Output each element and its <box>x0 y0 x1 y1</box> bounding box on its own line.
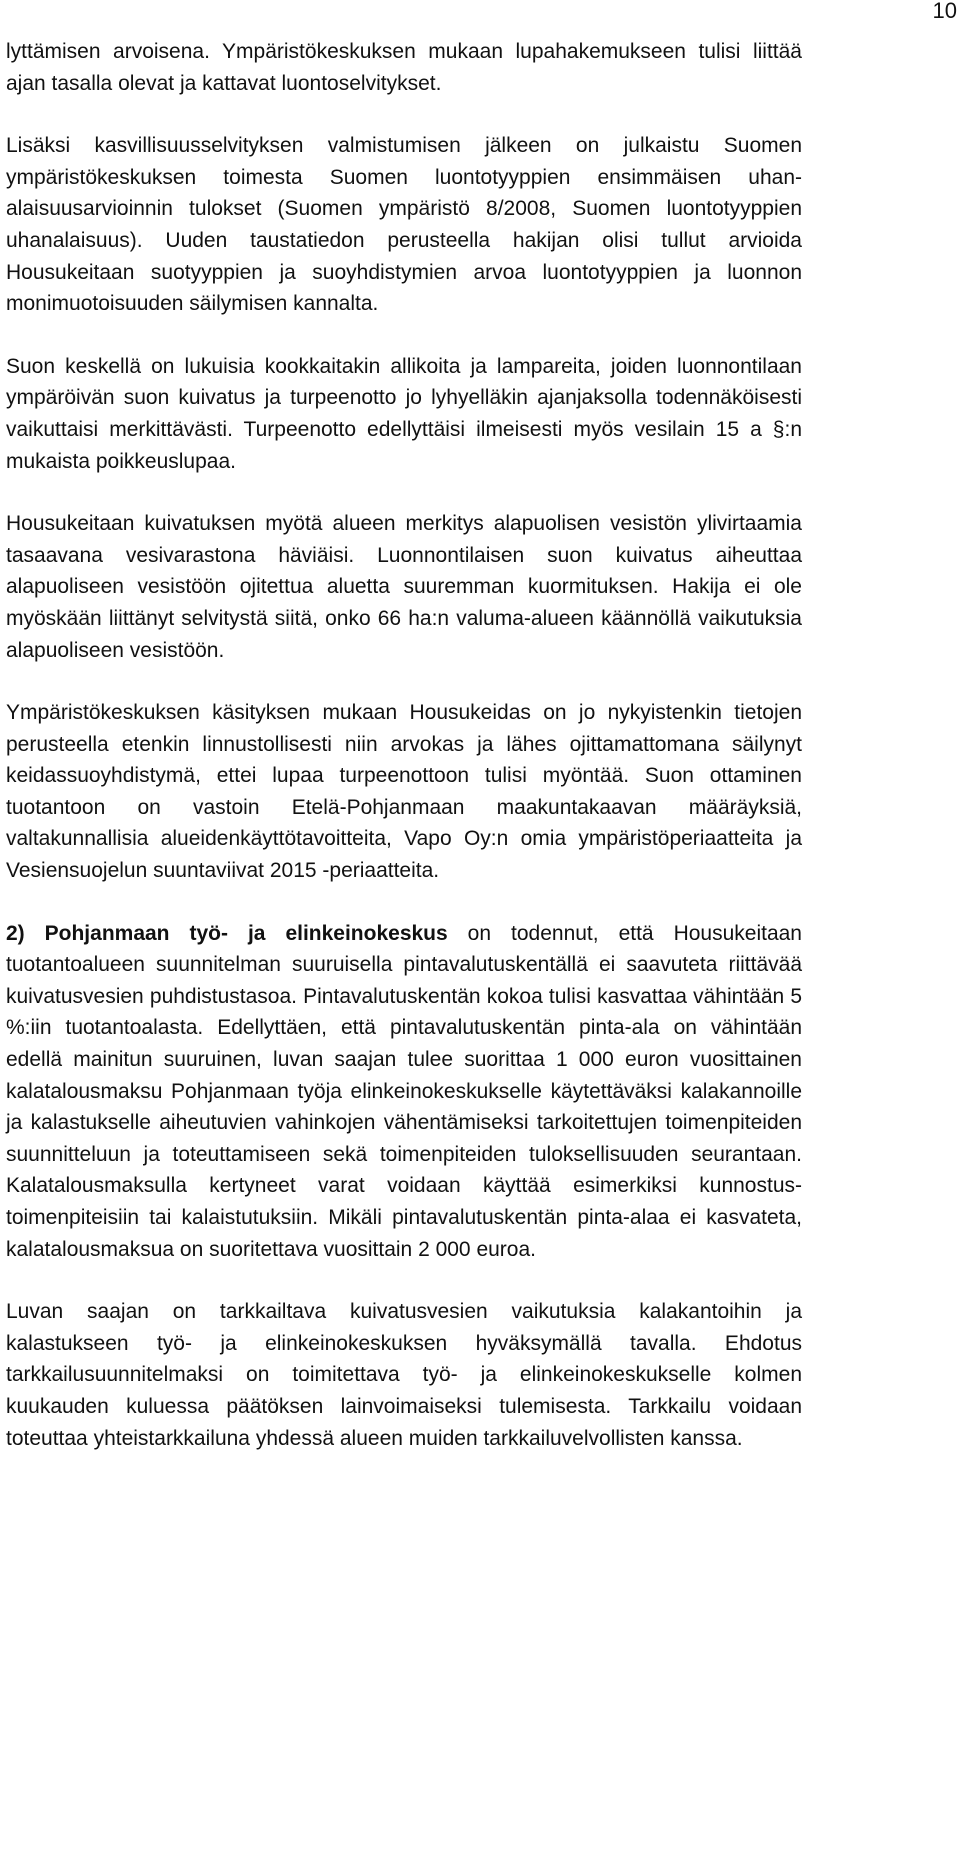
section-heading-bold: 2) Pohjanmaan työ- ja elinkeinokeskus <box>6 921 448 945</box>
paragraph-4: Housukeitaan kuivatuksen myötä alueen merkitys alapuolisen vesistön ylivirtaamia tasaavana vesivarastona häviäisi. Luonnontilaisen suon kuivatus aiheuttaa alapuoliseen vesistöön ojitettua aluetta suuremman kuormituksen. Hakija ei ole myöskään liittänyt selvitystä siitä, onko 66 ha:n valuma-alueen käännöllä vaikutuksia alapuoliseen vesistöön. <box>6 512 802 662</box>
paragraph-6 <box>6 918 802 1266</box>
paragraph-3: Suon keskellä on lukuisia kookkaitakin allikoita ja lampareita, joiden luonnontilaan ympäröivän suon kuivatus ja turpeenotto jo lyhyelläkin ajanjaksolla todennäköisesti vaikuttaisi merkittävästi. Turpeenotto edellyttäisi ilmeisesti myös vesilain 15 a §:n mukaista poikkeuslupaa. <box>6 354 802 473</box>
paragraph-1: lyttämisen arvoisena. Ympäristökeskuksen mukaan lupahakemukseen tulisi liittää ajan tasalla olevat ja kattavat luontoselvitykset. <box>6 40 802 95</box>
paragraph-2: Lisäksi kasvillisuusselvityksen valmistumisen jälkeen on julkaistu Suomen ympäristökeskuksen toimesta Suomen luontotyyppien ensimmäisen uhanalaisuusarvioinnin tulokset (Suomen ympäristö 8/2008, Suomen luontotyyppien uhanalaisuus). Uuden taustatiedon perusteella hakijan olisi tullut arvioida Housukeitaan suotyyppien ja suoyhdistymien arvoa luontotyyppien ja luonnon monimuotoisuuden säilymisen kannalta. <box>6 134 802 316</box>
paragraph-6-text: on todennut, että Housukeitaan tuotantoalueen suunnitelman suuruisella pintavalutuskentällä ei saavuteta riittävää kuivatusvesien puhdistustasoa. Pintavalutuskentän kokoa tulisi kasvattaa vähintään 5 %:iin tuotantoalasta. Edellyttäen, että pintavalutuskentän pinta-ala on vähintään edellä mainitun suuruinen, luvan saajan tulee suorittaa 1 000 euron vuosittainen kalatalousmaksu Pohjanmaan työja elinkeinokeskukselle käytettäväksi kalakannoille ja kalastukselle aiheutuvien vahinkojen vähentämiseksi tarkoitettujen toimenpiteiden suunnitteluun ja toteuttamiseen sekä toimenpiteiden tuloksellisuuden seurantaan. Kalatalousmaksulla kertyneet varat voidaan käyttää esimerkiksi kunnostustoimenpiteisiin tai kalaistutuksiin. Mikäli pintavalutuskentän pinta-alaa ei kasvateta, kalatalousmaksua on suoritettava vuosittain 2 000 euroa. <box>6 921 802 1261</box>
paragraph-7: Luvan saajan on tarkkailtava kuivatusvesien vaikutuksia kalakantoihin ja kalastukseen työ- ja elinkeinokeskuksen hyväksymällä tavalla. Ehdotus tarkkailusuunnitelmaksi on toimitettava työ- ja elinkeinokeskukselle kolmen kuukauden kuluessa päätöksen lainvoimaiseksi tulemisesta. Tarkkailu voidaan toteuttaa yhteistarkkailuna yhdessä alueen muiden tarkkailuvelvollisten kanssa. <box>6 1300 802 1450</box>
paragraph-5: Ympäristökeskuksen käsityksen mukaan Housukeidas on jo nykyistenkin tietojen perusteella etenkin linnustollisesti niin arvokas ja lähes ojittamattomana säilynyt keidassuoyhdistymä, ettei lupaa turpeenottoon tulisi myöntää. Suon ottaminen tuotantoon on vastoin Etelä-Pohjanmaan maakuntakaavan määräyksiä, valtakunnallisia alueidenkäyttötavoitteita, Vapo Oy:n omia ympäristöperiaatteita ja Vesiensuojelun suuntaviivat 2015 -periaatteita. <box>6 701 802 883</box>
page-number: 10 <box>932 0 957 23</box>
document-body <box>6 36 802 1485</box>
